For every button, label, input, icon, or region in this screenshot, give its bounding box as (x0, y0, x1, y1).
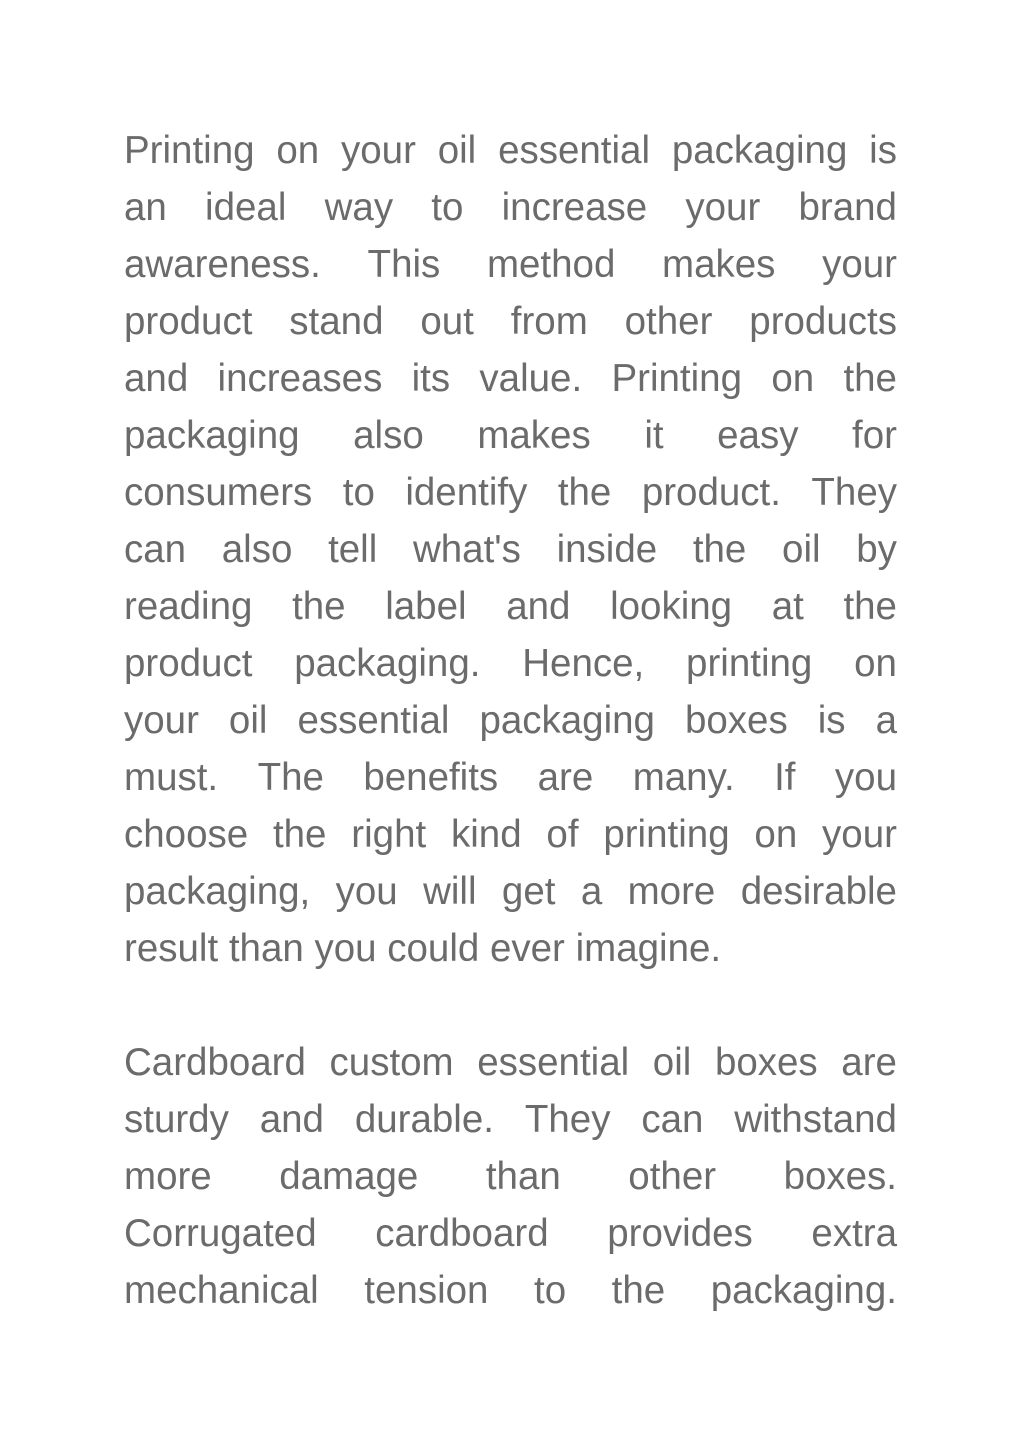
word: The (257, 756, 324, 799)
word: product. (641, 471, 781, 514)
word: and (124, 357, 189, 400)
word: essential (477, 1041, 630, 1084)
word: kind (450, 813, 522, 856)
word: consumers (124, 471, 313, 514)
text-line (124, 635, 897, 692)
word: get (501, 870, 556, 913)
word: on (754, 813, 798, 856)
text-line (124, 578, 897, 635)
word: is (817, 699, 846, 742)
word: many. (632, 756, 735, 799)
word: durable. (354, 1098, 494, 1141)
word: a (875, 699, 897, 742)
word: on (771, 357, 815, 400)
paragraph-gap (124, 977, 897, 1034)
word: you (834, 756, 897, 799)
word: a (580, 870, 603, 913)
word: than (485, 1155, 561, 1198)
text-line (124, 1091, 897, 1148)
word: your (822, 813, 897, 856)
word: oil (228, 699, 268, 742)
word: must. (124, 756, 219, 799)
text-line (124, 863, 897, 920)
word: inside (556, 528, 658, 571)
word: can (641, 1098, 704, 1141)
text-line: result than you could ever imagine. (124, 927, 722, 970)
word: boxes. (783, 1155, 897, 1198)
word: essential (297, 699, 450, 742)
word: extra (811, 1212, 897, 1255)
word: looking (610, 585, 733, 628)
word: printing (603, 813, 730, 856)
word: your (124, 699, 199, 742)
word: to (534, 1269, 567, 1312)
word: oil (652, 1041, 692, 1084)
word: the (843, 585, 897, 628)
word: damage (279, 1155, 419, 1198)
word: packaging. (294, 642, 481, 685)
word: ideal (205, 186, 287, 229)
word: oil (437, 129, 477, 172)
word: product (124, 300, 253, 343)
word: Hence, (522, 642, 645, 685)
word: stand (289, 300, 384, 343)
word: the (843, 357, 897, 400)
word: reading (124, 585, 253, 628)
word: tell (328, 528, 378, 571)
word: packaging (479, 699, 655, 742)
word: makes (477, 414, 591, 457)
word: Printing (611, 357, 743, 400)
word: the (611, 1269, 666, 1312)
word: your (685, 186, 761, 229)
word: sturdy (124, 1098, 229, 1141)
word: oil (782, 528, 821, 571)
word: the (557, 471, 612, 514)
word: to (431, 186, 464, 229)
text-line (124, 179, 897, 236)
word: other (624, 300, 713, 343)
word: packaging. (710, 1269, 897, 1312)
word: packaging (671, 129, 848, 172)
word: easy (717, 414, 799, 457)
word: boxes (684, 699, 788, 742)
word: cardboard (375, 1212, 549, 1255)
word: and (259, 1098, 324, 1141)
word: on (276, 129, 320, 172)
word: right (351, 813, 427, 856)
word: makes (662, 243, 776, 286)
word: will (423, 870, 477, 913)
text-line (124, 464, 897, 521)
word: benefits (363, 756, 499, 799)
word: provides (607, 1212, 753, 1255)
word: Corrugated (124, 1212, 317, 1255)
word: and (506, 585, 571, 628)
word: on (854, 642, 897, 685)
word: packaging (124, 414, 300, 457)
word: choose (124, 813, 249, 856)
word: This (367, 243, 441, 286)
word: out (420, 300, 474, 343)
word: of (546, 813, 579, 856)
text-line (124, 1205, 897, 1262)
word: by (856, 528, 897, 571)
word: essential (498, 129, 651, 172)
word: are (537, 756, 594, 799)
word: withstand (734, 1098, 897, 1141)
word: label (385, 585, 467, 628)
word: can (124, 528, 187, 571)
word: increases (217, 357, 383, 400)
word: brand (798, 186, 897, 229)
text-line (124, 521, 897, 578)
word: tension (364, 1269, 489, 1312)
word: increase (501, 186, 648, 229)
word: If (774, 756, 796, 799)
word: also (353, 414, 424, 457)
word: it (644, 414, 664, 457)
word: desirable (740, 870, 897, 913)
word: identify (405, 471, 528, 514)
text-line (124, 122, 897, 179)
word: your (341, 129, 416, 172)
word: custom (329, 1041, 454, 1084)
text-line (124, 692, 897, 749)
word: more (627, 870, 716, 913)
text-line (124, 236, 897, 293)
word: other (628, 1155, 717, 1198)
word: boxes (714, 1041, 818, 1084)
text-line (124, 1034, 897, 1091)
word: printing (686, 642, 813, 685)
word: what's (412, 528, 521, 571)
word: Cardboard (124, 1041, 306, 1084)
word: to (342, 471, 375, 514)
word: packaging, (124, 870, 311, 913)
text-line (124, 293, 897, 350)
word: an (124, 186, 167, 229)
paragraph (124, 1034, 897, 1319)
text-line (124, 350, 897, 407)
text-line (124, 1262, 897, 1319)
word: also (221, 528, 293, 571)
text-line (124, 806, 897, 863)
word: the (692, 528, 747, 571)
document-body (124, 122, 897, 1319)
word: are (841, 1041, 897, 1084)
paragraph (124, 122, 897, 977)
word: way (324, 186, 394, 229)
word: They (811, 471, 897, 514)
word: Printing (124, 129, 255, 172)
word: you (335, 870, 398, 913)
word: product (124, 642, 253, 685)
word: the (292, 585, 346, 628)
word: mechanical (124, 1269, 319, 1312)
word: They (524, 1098, 611, 1141)
word: more (124, 1155, 212, 1198)
word: at (771, 585, 804, 628)
word: from (510, 300, 588, 343)
text-line (124, 1148, 897, 1205)
word: products (749, 300, 897, 343)
word: value. (479, 357, 583, 400)
text-line (124, 749, 897, 806)
word: is (869, 129, 897, 172)
word: its (411, 357, 451, 400)
text-line (124, 407, 897, 464)
word: your (822, 243, 897, 286)
word: awareness. (124, 243, 321, 286)
word: for (852, 414, 897, 457)
word: method (486, 243, 616, 286)
word: the (272, 813, 327, 856)
